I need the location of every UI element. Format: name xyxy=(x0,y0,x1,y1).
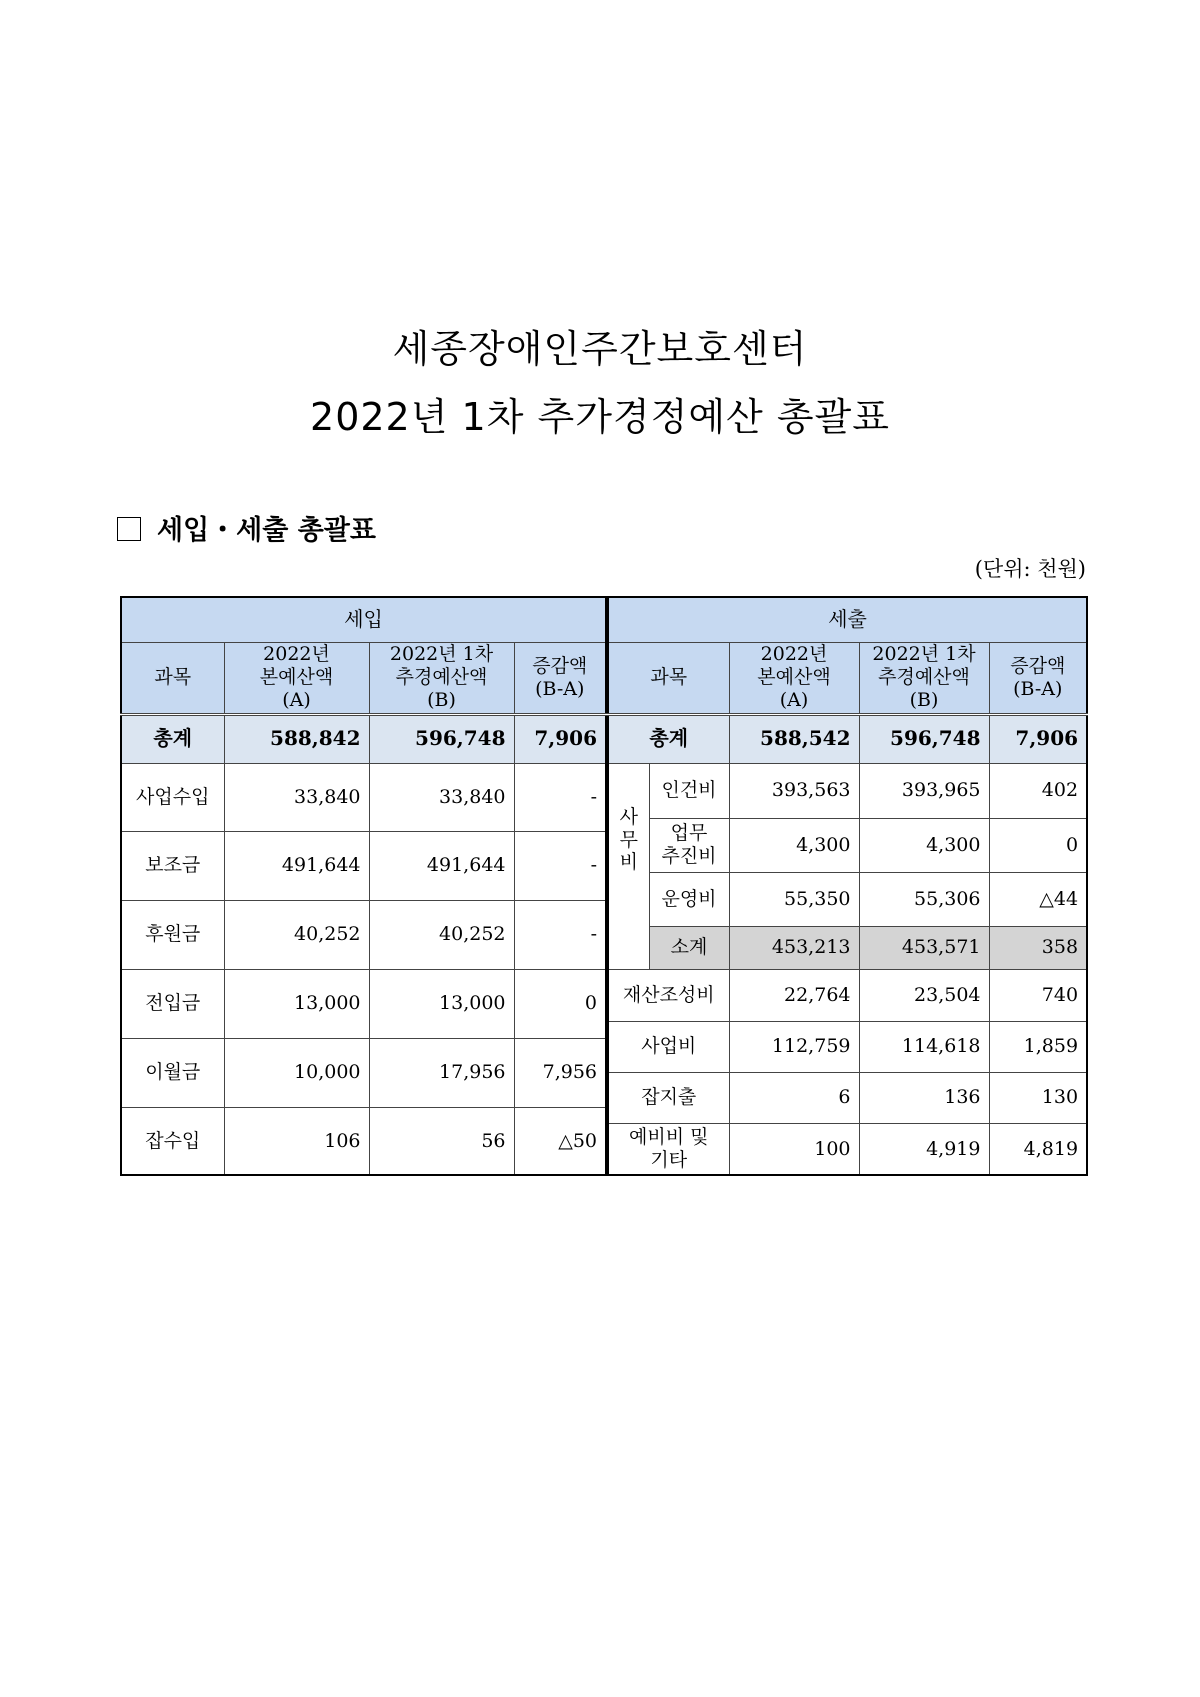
total-diff: 7,906 xyxy=(989,714,1087,763)
table-row: 운영비 55,350 55,306 △44 xyxy=(608,872,1087,926)
admin-group-label: 사 무 비 xyxy=(608,763,649,969)
col-header-item: 과목 xyxy=(121,642,224,714)
col-header-diff: 증감액 (B-A) xyxy=(514,642,606,714)
col-header-diff: 증감액 (B-A) xyxy=(989,642,1087,714)
col-header-b: 2022년 1차 추경예산액 (B) xyxy=(859,642,989,714)
income-table xyxy=(120,596,607,1176)
table-row: 업무 추진비 4,300 4,300 0 xyxy=(608,818,1087,872)
col-header-item: 과목 xyxy=(608,642,729,714)
checkbox-square-icon xyxy=(117,517,141,541)
total-b: 596,748 xyxy=(369,714,514,763)
document-title: 세종장애인주간보호센터 xyxy=(392,327,808,371)
expense-table xyxy=(607,596,1088,1176)
total-b: 596,748 xyxy=(859,714,989,763)
income-total-row xyxy=(121,714,606,763)
section-title: 세입・세출 총괄표 xyxy=(157,515,376,546)
subtotal-row: 소계 453,213 453,571 358 xyxy=(608,926,1087,969)
col-header-a: 2022년 본예산액 (A) xyxy=(729,642,859,714)
table-row: 전입금 13,000 13,000 0 xyxy=(121,969,606,1038)
income-group-header: 세입 xyxy=(121,597,606,642)
table-row: 예비비 및 기타 100 4,919 4,819 xyxy=(608,1123,1087,1175)
table-row: 이월금 10,000 17,956 7,956 xyxy=(121,1038,606,1107)
col-header-a: 2022년 본예산액 (A) xyxy=(224,642,369,714)
total-a: 588,542 xyxy=(729,714,859,763)
expense-total-row xyxy=(608,714,1087,763)
table-row: 사업수입 33,840 33,840 - xyxy=(121,763,606,831)
table-row: 잡수입 106 56 △50 xyxy=(121,1107,606,1175)
total-label: 총계 xyxy=(608,714,729,763)
table-row: 사 무 비 인건비 393,563 393,965 402 xyxy=(608,763,1087,818)
section-heading xyxy=(117,508,376,547)
document-subtitle: 2022년 1차 추가경정예산 총괄표 xyxy=(310,395,890,439)
table-row: 사업비 112,759 114,618 1,859 xyxy=(608,1021,1087,1072)
col-header-b: 2022년 1차 추경예산액 (B) xyxy=(369,642,514,714)
table-row: 잡지출 6 136 130 xyxy=(608,1072,1087,1123)
unit-label: (단위: 천원) xyxy=(974,557,1086,581)
table-row: 재산조성비 22,764 23,504 740 xyxy=(608,969,1087,1021)
expense-group-header: 세출 xyxy=(608,597,1087,642)
table-row: 후원금 40,252 40,252 - xyxy=(121,900,606,969)
total-diff: 7,906 xyxy=(514,714,606,763)
table-row: 보조금 491,644 491,644 - xyxy=(121,831,606,900)
total-label: 총계 xyxy=(121,714,224,763)
total-a: 588,842 xyxy=(224,714,369,763)
